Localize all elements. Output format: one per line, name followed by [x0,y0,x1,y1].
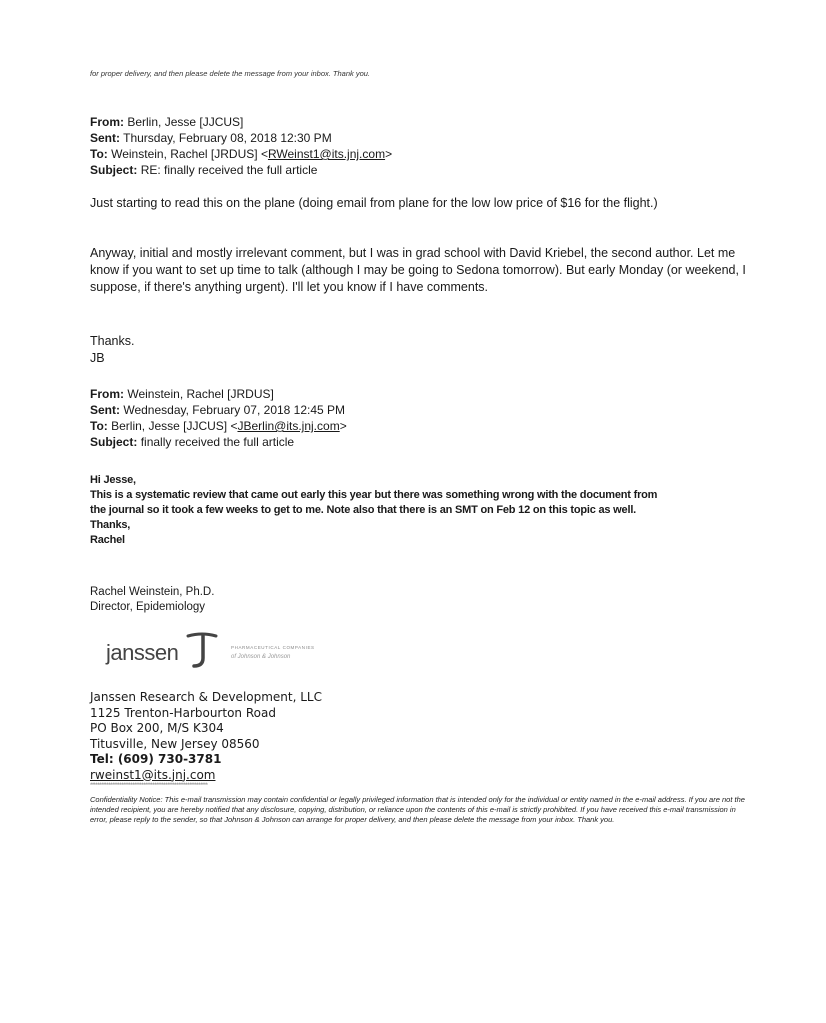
logo-wordmark: janssen [106,640,179,665]
to-label: To: [90,419,108,433]
sent-value: Thursday, February 08, 2018 12:30 PM [123,131,332,145]
subject-label: Subject: [90,163,138,177]
address-po-box: PO Box 200, M/S K304 [90,721,224,735]
email2-line-2: the journal so it took a few weeks to get to me. Note also that there is an SMT on Feb 12 on this topic as well. [90,504,637,516]
address-block [90,690,322,783]
subject-label: Subject: [90,435,138,449]
address-street: 1125 Trenton-Harbourton Road [90,705,276,720]
email2-header [90,386,347,450]
to-end: > [339,419,347,433]
from-label: From: [90,387,124,401]
email2-sent-line [90,402,347,418]
subject-value: finally received the full article [140,435,295,449]
from-value: Berlin, Jesse [JJCUS] [127,115,244,129]
signature-title: Director, Epidemiology [90,601,206,613]
sent-label: Sent: [90,403,120,417]
confidentiality-notice: Confidentiality Notice: This e-mail transmission may contain confidential or legally privileged information that is intended only for the individual or entity named in the e-mail address. If you are not the intended recipient, you are hereby notified that any disclosure, copying, distribution, or reliance upon the contents of this e-mail is strictly prohibited. If you have received this e-mail transmission in error, please reply to the sender, so that Johnson & Johnson can arrange for proper delivery, and then please delete the message from your inbox. Thank you. [90,795,745,824]
email1-from-line [90,114,392,130]
email2-greeting: Hi Jesse, [90,474,136,486]
logo-jnj-signature: of Johnson & Johnson [231,654,291,660]
email1-initials: JB [90,351,105,365]
email1-to-line [90,146,392,162]
email2-subject-line [90,434,347,450]
from-value: Weinstein, Rachel [JRDUS] [127,387,274,401]
to-email-link[interactable]: JBerlin@its.jnj.com [237,419,340,433]
email1-paragraph-2: Anyway, initial and mostly irrelevant comment, but I was in grad school with David Kriebel, the second author. Let me know if you want to set up time to talk (although I may be going to Sedona tomorrow). But early Monday (or weekend, I suppose, if there's anything urgent). I'll let you know if I have comments. [90,246,746,294]
from-label: From: [90,115,124,129]
separator-line: **************************************************************** [90,783,208,789]
logo-tagline: PHARMACEUTICAL COMPANIES [231,645,315,650]
address-email-link[interactable]: rweinst1@its.jnj.com [90,767,216,782]
signature-name: Rachel Weinstein, Ph.D. [90,586,215,598]
email1-signoff [90,333,750,367]
address-city: Titusville, New Jersey 08560 [90,736,260,751]
email1-paragraph-1: Just starting to read this on the plane (doing email from plane for the low low price of $16 for the flight.) [90,196,658,210]
email2-from-line [90,386,347,402]
to-name: Berlin, Jesse [JJCUS] < [111,419,238,433]
address-company: Janssen Research & Development, LLC [90,690,322,704]
email1-sent-line [90,130,392,146]
address-tel: Tel: (609) 730-3781 [90,752,222,766]
to-email-link[interactable]: RWeinst1@its.jnj.com [267,147,386,161]
email1-thanks: Thanks. [90,334,135,348]
email2-to-line [90,418,347,434]
email2-line-1: This is a systematic review that came out early this year but there was something wrong with the document from [90,489,658,501]
sent-label: Sent: [90,131,120,145]
email1-subject-line [90,162,392,178]
signature-block [90,585,214,615]
subject-value: RE: finally received the full article [140,163,318,177]
sent-value: Wednesday, February 07, 2018 12:45 PM [123,403,346,417]
janssen-swoosh-icon [182,630,222,670]
top-note: for proper delivery, and then please delete the message from your inbox. Thank you. [90,69,371,78]
email2-thanks: Thanks, [90,519,131,531]
to-end: > [385,147,393,161]
janssen-logo [106,630,346,670]
email1-header [90,114,392,178]
to-label: To: [90,147,108,161]
to-name: Weinstein, Rachel [JRDUS] < [111,147,268,161]
email2-name: Rachel [90,534,125,546]
email2-body [90,473,750,548]
